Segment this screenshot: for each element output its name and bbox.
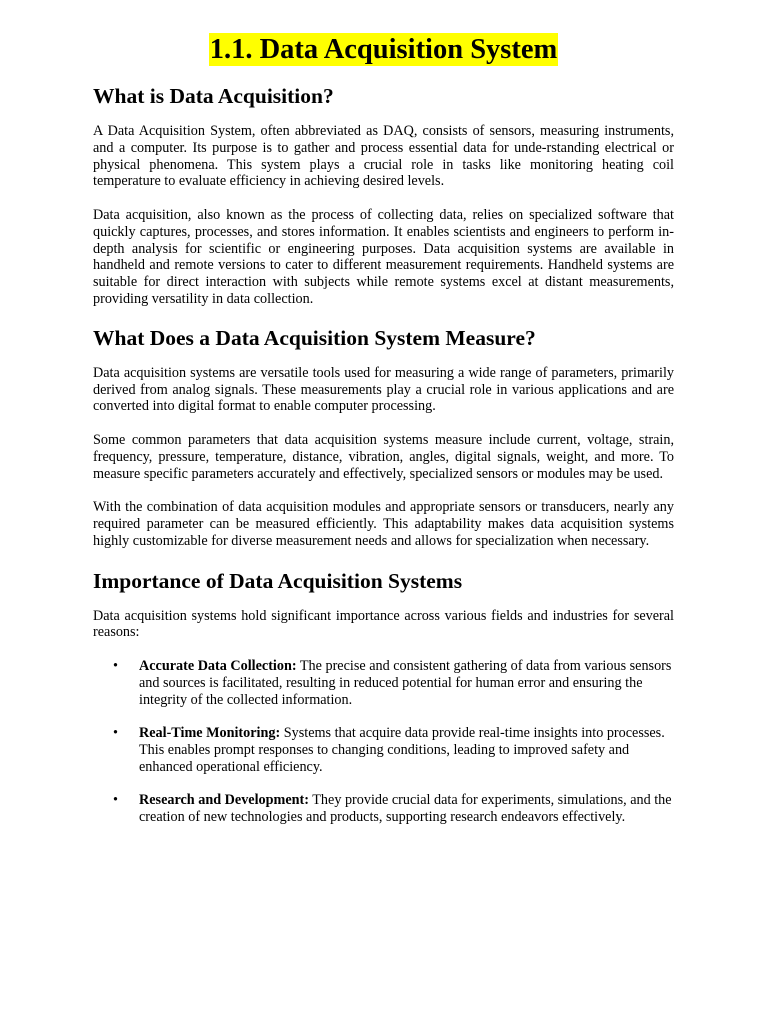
- list-item-term: Real-Time Monitoring:: [139, 725, 281, 742]
- section-what-measure: [93, 325, 674, 550]
- bullet-icon: •: [113, 792, 118, 809]
- section-importance: [93, 568, 674, 826]
- section-heading: What Does a Data Acquisition System Measure?: [93, 325, 536, 350]
- bullet-icon: •: [113, 725, 118, 742]
- list-item: [93, 725, 674, 775]
- paragraph: Data acquisition systems hold significant importance across various fields and industries for several reasons:: [93, 607, 674, 641]
- paragraph: Data acquisition systems are versatile tools used for measuring a wide range of parameters, primarily derived from analog signals. These measurements play a crucial role in various applications and are converted into digital format to enable computer processing.: [93, 364, 674, 415]
- paragraph: A Data Acquisition System, often abbreviated as DAQ, consists of sensors, measuring instruments, and a computer. Its purpose is to gather and process essential data for unde-rstanding electrical or physical phenomena. This system plays a crucial role in tasks like monitoring heating coil temperature to evaluate efficiency in achieving desired levels.: [93, 123, 674, 190]
- page-title: 1.1. Data Acquisition System: [209, 34, 558, 65]
- list-item: [93, 658, 674, 708]
- bullet-list: [93, 658, 674, 826]
- paragraph: Some common parameters that data acquisition systems measure include current, voltage, strain, frequency, pressure, temperature, distance, vibration, angles, digital signals, weight, and more. To measure specific parameters accurately and effectively, specialized sensors or modules may be used.: [93, 431, 674, 482]
- list-item: [93, 792, 674, 826]
- section-heading: What is Data Acquisition?: [93, 84, 334, 108]
- section-what-is-daq: [93, 83, 674, 308]
- bullet-icon: •: [113, 658, 118, 675]
- title-container: [93, 0, 674, 69]
- paragraph: With the combination of data acquisition modules and appropriate sensors or transducers, nearly any required parameter can be measured efficiently. This adaptability makes data acquisition systems highly customizable for diverse measurement needs and allows for specialization when necessary.: [93, 499, 674, 549]
- paragraph: Data acquisition, also known as the process of collecting data, relies on specialized software that quickly captures, processes, and stores information. It enables scientists and engineers to perform in-depth analysis for scientific or engineering purposes. Data acquisition systems are available in handheld and remote versions to cater to different measurement requirements. Handheld systems are suitable for direct interaction with subjects while remote systems excel at distant measurements, providing versatility in data collection.: [93, 206, 674, 307]
- list-item-text: They provide crucial data for experiments, simulations, and the creation of new technologies and products, supporting research endeavors effectively.: [139, 792, 672, 825]
- list-item-text: Systems that acquire data provide real-time insights into processes. This enables prompt responses to changing conditions, leading to improved safety and enhanced operational efficiency.: [139, 725, 665, 775]
- list-item-term: Research and Development:: [139, 792, 309, 809]
- list-item-text: The precise and consistent gathering of data from various sensors and sources is facilitated, resulting in reduced potential for human error and ensuring the integrity of the collected information.: [139, 658, 672, 708]
- section-heading: Importance of Data Acquisition Systems: [93, 568, 463, 593]
- list-item-term: Accurate Data Collection:: [139, 658, 297, 675]
